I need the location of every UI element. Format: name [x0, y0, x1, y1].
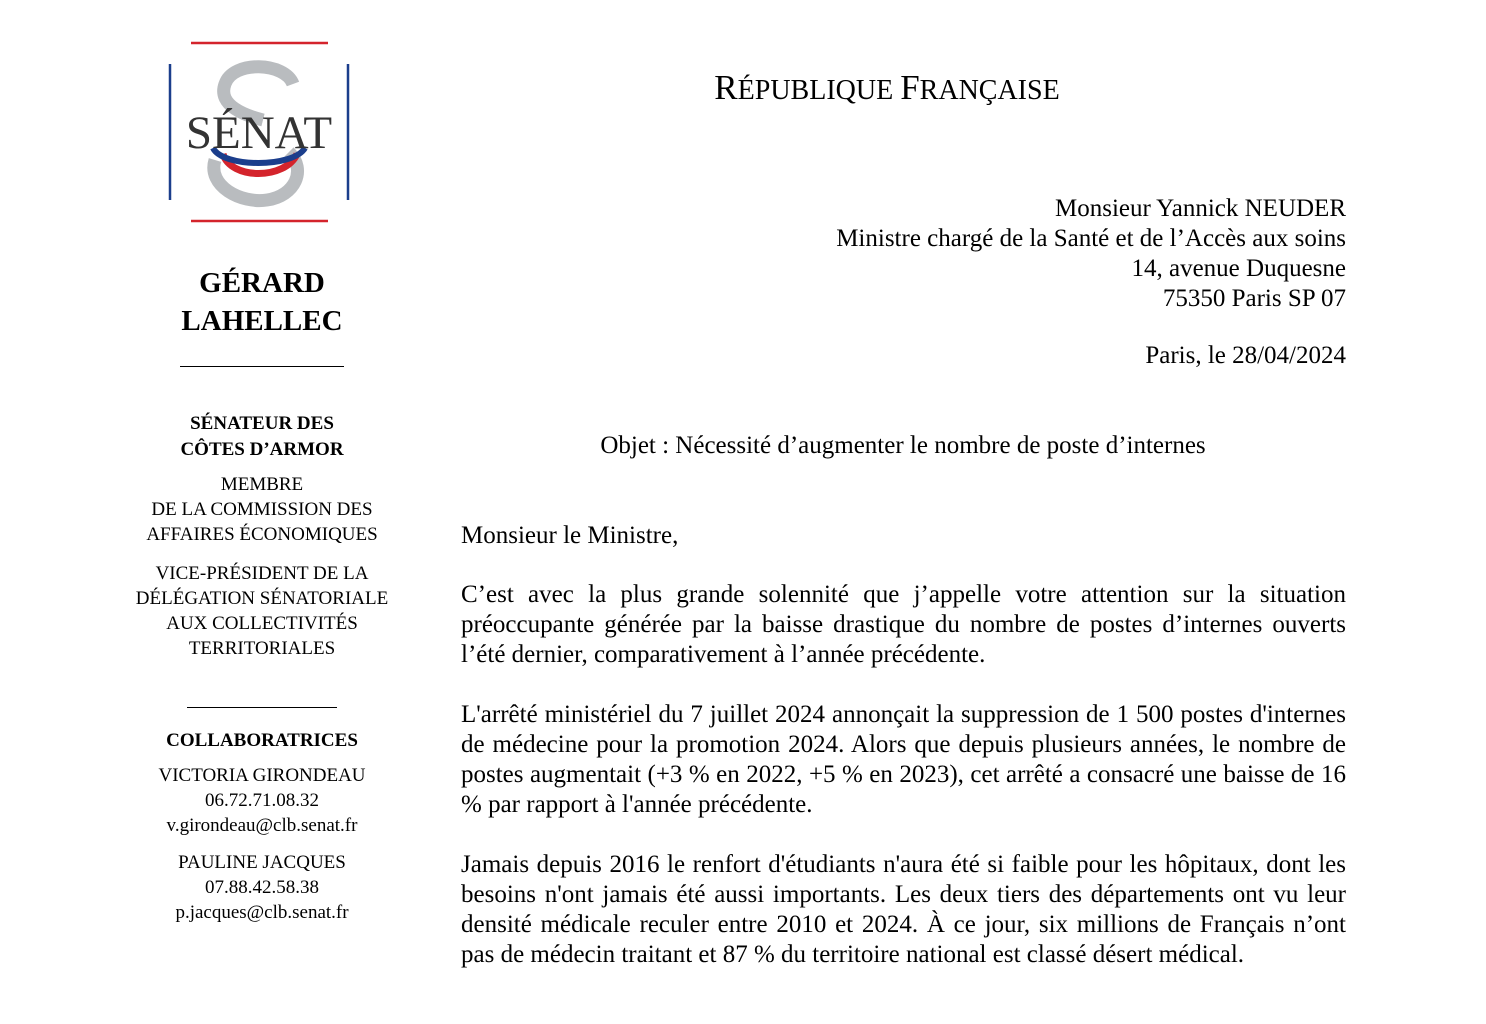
republic-header [600, 68, 1174, 108]
member-line: DE LA COMMISSION DES [151, 499, 373, 520]
paragraph: L'arrêté ministériel du 7 juillet 2024 annonçait la suppression de 1 500 postes d'internes de médecine pour la promotion 2024. Alors que depuis plusieurs années, le nombre de postes augmentait (+3 % en 2022, +5 % en 2023), cet arrêté a consacré une baisse de 16 % par rapport à l'année précédente. [461, 701, 1346, 818]
republic-rest: ÉPUBLIQUE [737, 75, 901, 106]
republic-cap: F [900, 68, 920, 107]
recipient-city: 75350 Paris SP 07 [1162, 285, 1346, 312]
vice-line: TERRITORIALES [188, 638, 336, 659]
vice-line: VICE-PRÉSIDENT DE LA [155, 563, 369, 584]
recipient-address [836, 194, 1346, 314]
vice-line: AUX COLLECTIVITÉS [166, 613, 358, 634]
divider [187, 707, 337, 708]
senat-logo [167, 40, 351, 224]
paragraph: Jamais depuis 2016 le renfort d'étudiants n'aura été si faible pour les hôpitaux, dont les besoins n'ont jamais été aussi importants. Les deux tiers des départements ont vu leur densité médicale reculer entre 2010 et 2024. À ce jour, six millions de Français n’ont pas de médecin traitant et 87 % du territoire national est classé désert médical. [461, 851, 1346, 968]
letter-subject: Objet : Nécessité d’augmenter le nombre de poste d’internes [600, 432, 1206, 459]
collab-phone: 07.88.42.58.38 [205, 877, 319, 898]
logo-text: SÉNAT [185, 107, 333, 159]
republic-rest: RANÇAISE [919, 75, 1060, 106]
letter-body [461, 521, 1346, 1000]
collab-phone: 06.72.71.08.32 [205, 790, 319, 811]
sidebar [120, 264, 404, 925]
letter-date: Paris, le 28/04/2024 [1145, 342, 1346, 369]
paragraph: C’est avec la plus grande solennité que j’appelle votre attention sur la situation préoccupante générée par la baisse drastique du nombre de postes d’internes ouverts l’été dernier, comparativement à l’année précédente. [461, 581, 1346, 668]
divider [180, 366, 344, 367]
recipient-function: Ministre chargé de la Santé et de l’Accès aux soins [836, 225, 1346, 252]
republic-cap: R [714, 68, 738, 107]
collab-heading: COLLABORATRICES [166, 730, 358, 751]
recipient-street: 14, avenue Duquesne [1131, 255, 1346, 282]
collab-email[interactable]: p.jacques@clb.senat.fr [175, 902, 349, 923]
collab-email[interactable]: v.girondeau@clb.senat.fr [166, 815, 358, 836]
senat-logo-graphic [167, 40, 351, 224]
salutation: Monsieur le Ministre, [461, 522, 679, 549]
member-line: MEMBRE [220, 474, 304, 495]
senator-name-last: LAHELLEC [181, 305, 343, 337]
collab-name: VICTORIA GIRONDEAU [158, 765, 366, 786]
vice-line: DÉLÉGATION SÉNATORIALE [135, 588, 389, 609]
senator-name-first: GÉRARD [199, 267, 325, 299]
member-line: AFFAIRES ÉCONOMIQUES [146, 524, 378, 545]
recipient-name: Monsieur Yannick NEUDER [1055, 195, 1346, 222]
senator-title: CÔTES D’ARMOR [180, 439, 344, 460]
senator-title: SÉNATEUR DES [190, 413, 334, 434]
collab-name: PAULINE JACQUES [178, 852, 346, 873]
